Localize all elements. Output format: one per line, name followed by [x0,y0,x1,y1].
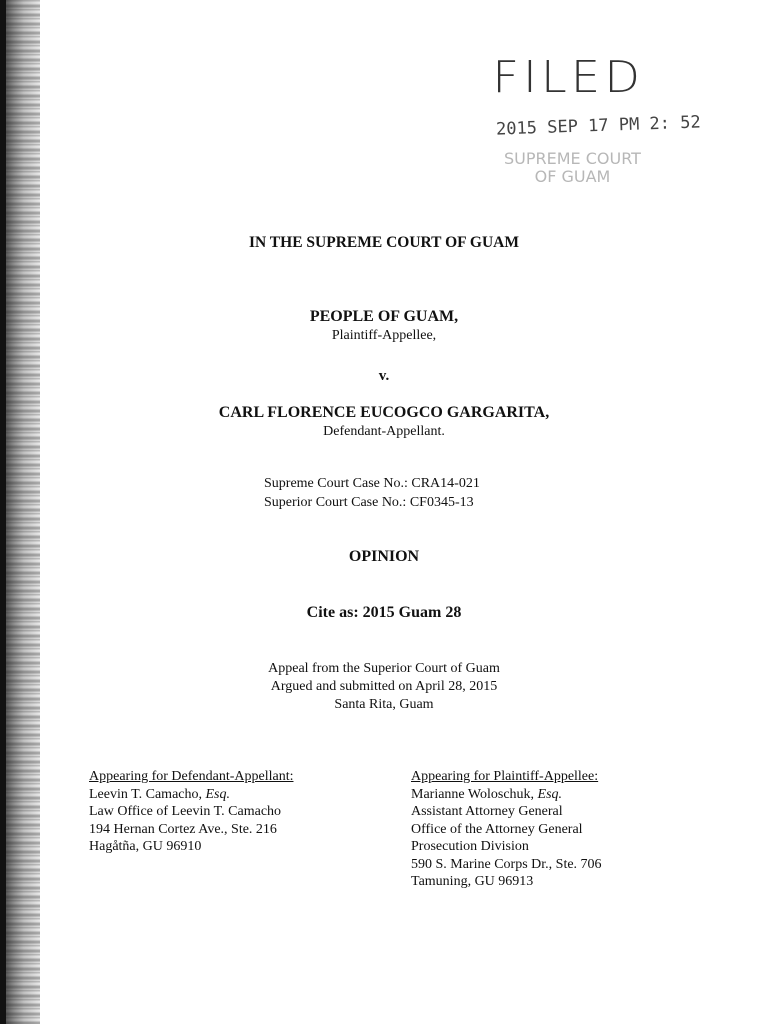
plaintiff-counsel [411,768,602,891]
defendant-counsel-name [89,786,293,804]
case-label: Supreme Court Case No.: [264,476,408,491]
filed-date-stamp: 2015 SEP 17 PM 2: 52 [495,112,701,140]
appeal-info [0,660,768,714]
plaintiff-counsel-name [411,786,602,804]
superior-court-case [264,493,480,512]
court-stamp-line1: SUPREME COURT [504,149,641,168]
address-line: 590 S. Marine Corps Dr., Ste. 706 [411,856,602,872]
location-line: Santa Rita, Guam [334,697,434,712]
case-label: Superior Court Case No.: [264,495,407,510]
address-line: Assistant Attorney General [411,804,563,819]
case-numbers [264,474,480,512]
defendant-counsel-heading: Appearing for Defendant-Appellant: [89,769,294,784]
case-number: CF0345-13 [409,495,474,510]
address-line: Office of the Attorney General [411,821,583,837]
court-stamp-line2: OF GUAM [534,166,611,186]
address-line: Prosecution Division [411,839,529,854]
address-line: Hagåtña, GU 96910 [89,839,202,854]
attorney-name: Marianne Woloschuk, [411,786,535,802]
defendant-role: Defendant-Appellant. [323,424,445,439]
address-line: Tamuning, GU 96913 [411,874,534,889]
defendant-counsel [89,768,293,856]
scan-edge-border [0,0,6,1024]
versus: v. [378,368,390,384]
plaintiff-counsel-heading: Appearing for Plaintiff-Appellee: [411,769,599,784]
filed-stamp: FILED [492,52,645,103]
attorney-suffix: Esq. [205,786,230,802]
address-line: 194 Hernan Cortez Ave., Ste. 216 [89,821,277,837]
attorney-suffix: Esq. [537,786,563,802]
case-number: CRA14-021 [411,476,480,491]
court-stamp [504,150,641,185]
supreme-court-case [264,474,480,493]
attorney-name: Leevin T. Camacho, [89,786,202,802]
court-title: IN THE SUPREME COURT OF GUAM [248,234,519,251]
argued-line: Argued and submitted on April 28, 2015 [270,679,498,694]
appeal-line: Appeal from the Superior Court of Guam [268,661,500,676]
plaintiff-role: Plaintiff-Appellee, [331,328,437,343]
citation: Cite as: 2015 Guam 28 [306,604,462,621]
address-line: Law Office of Leevin T. Camacho [89,804,282,819]
plaintiff-name: PEOPLE OF GUAM, [309,308,459,325]
defendant-name: CARL FLORENCE EUCOGCO GARGARITA, [218,404,550,421]
scan-edge-shadow [0,0,40,1024]
opinion-heading: OPINION [348,548,420,565]
